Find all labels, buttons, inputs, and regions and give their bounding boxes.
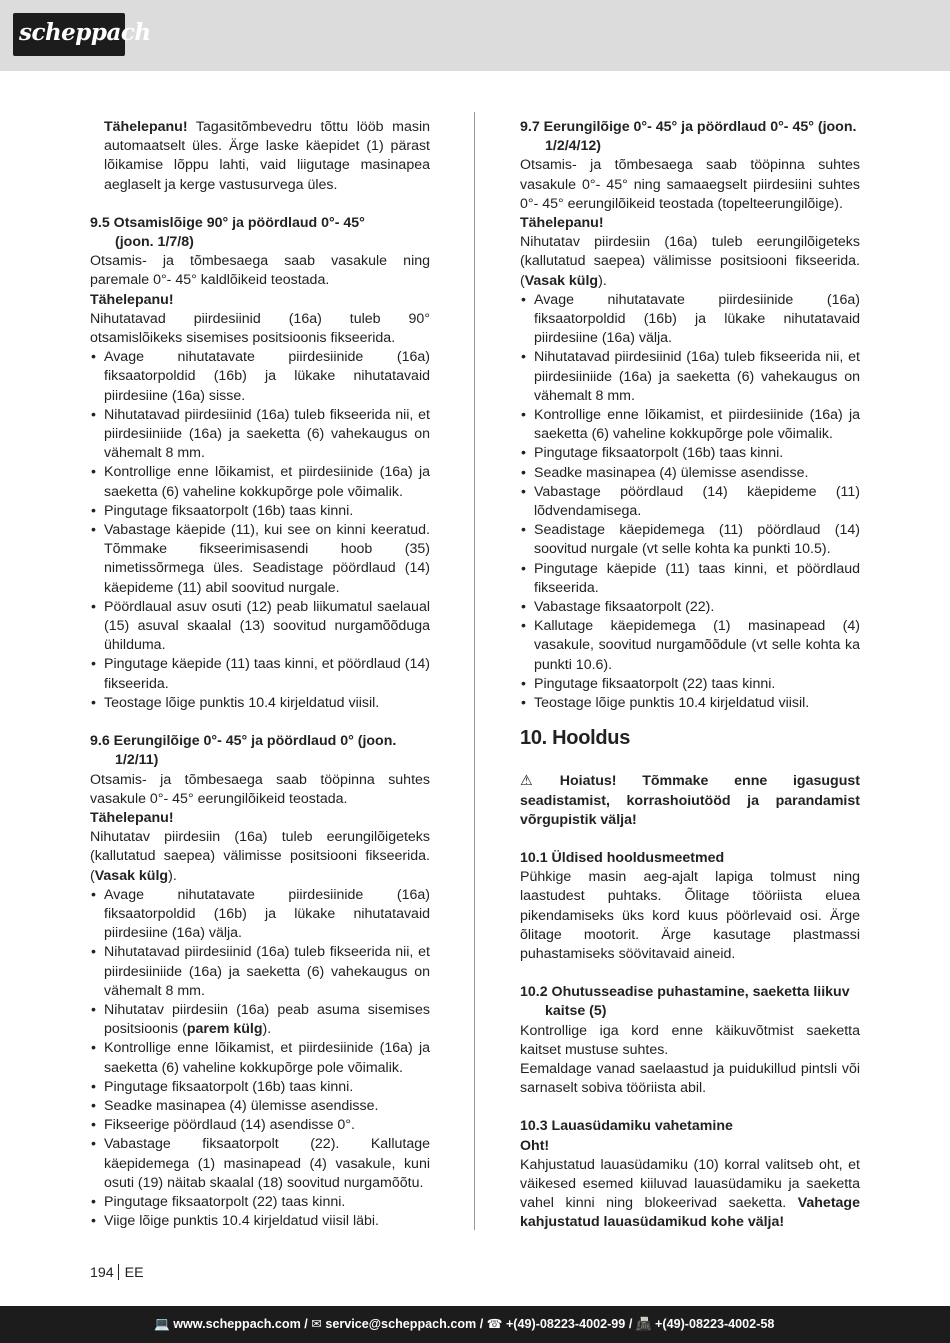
page-number-block bbox=[90, 1264, 144, 1283]
list-item: • Seadke masinapea (4) ülemisse asendisse. bbox=[90, 1097, 430, 1116]
section-9-6-attention: Tähelepanu! bbox=[90, 809, 174, 826]
section-9-6-list bbox=[90, 886, 430, 1232]
section-10-3-danger: Oht! bbox=[520, 1137, 550, 1154]
list-item: • Pingutage fiksaatorpolt (22) taas kinni. bbox=[520, 675, 860, 694]
section-9-7-attention: Tähelepanu! bbox=[520, 215, 604, 232]
list-item: • Pingutage käepide (11) taas kinni, et pöördlaud (14) fikseerida. bbox=[90, 655, 430, 693]
list-item: • Avage nihutatavate piirdesiinide (16a) fiksaatorpoldid (16b) ja lükake nihutatavaid piirdesiine (16a) välja. bbox=[90, 886, 430, 944]
list-item: • Seadke masinapea (4) ülemisse asendisse. bbox=[520, 464, 860, 483]
section-9-5-title: 9.5 Otsamislõige 90° ja pöördlaud 0°- 45° (joon. 1/7/8) bbox=[90, 214, 365, 251]
warning-notice: ⚠ Hoiatus! Tõmmake enne igasugust seadistamist, korrashoiutööd ja parandamist võrgupistik välja! bbox=[520, 773, 860, 828]
fax-icon: 📠 bbox=[635, 1317, 652, 1331]
list-item: • Vabastage fiksaatorpolt (22). Kallutage käepidemega (1) masinapead (4) vasakule, kuni osuti (19) näitab skaalal (18) soovitud nurgamõõtu. bbox=[90, 1135, 430, 1193]
page-footer: 💻 www.scheppach.com / ✉ service@scheppach.com / ☎ +(49)-08223-4002-99 / 📠 +(49)-08223-4002-58 bbox=[0, 1306, 950, 1343]
fax-number: +(49)-08223-4002-58 bbox=[655, 1317, 775, 1331]
list-item: • Vabastage käepide (11), kui see on kinni keeratud. Tõmmake fikseerimisasendi hoob (35) nimetissõrmega üles. Seadistage pöördlaud (14) käepideme (11) abil soovitud nurgale. bbox=[90, 521, 430, 598]
list-item: • Kontrollige enne lõikamist, et piirdesiinide (16a) ja saeketta (6) vaheline kokkupõrge pole võimalik. bbox=[520, 406, 860, 444]
section-9-5-list bbox=[90, 348, 430, 713]
logo-text: scheppach bbox=[19, 19, 151, 46]
section-10-1-text: Pühkige masin aeg-ajalt lapiga tolmust ning laastudest puhtaks. Õlitage tööriista eluea pikendamiseks üks kord kuus pöörlevaid osi. Ärge õlitage mootorit. Ärge kasutage plastmassi puhastamiseks söövitavaid aineid. bbox=[520, 869, 860, 962]
list-item: • Nihutatavad piirdesiinid (16a) tuleb fikseerida nii, et piirdesiiniide (16a) ja saeketta (6) vahekaugus on vähemalt 8 mm. bbox=[90, 406, 430, 464]
mail-icon: ✉ bbox=[311, 1317, 322, 1331]
list-item: • Vabastage pöördlaud (14) käepideme (11) lõdvendamisega. bbox=[520, 483, 860, 521]
page-number: 194 bbox=[90, 1265, 114, 1281]
section-10-3-title: 10.3 Lauasüdamiku vahetamine bbox=[520, 1118, 733, 1135]
list-item: • Pingutage fiksaatorpolt (16b) taas kinni. bbox=[90, 502, 430, 521]
left-column bbox=[90, 118, 430, 1231]
list-item: • Nihutatavad piirdesiinid (16a) tuleb fikseerida nii, et piirdesiiniide (16a) ja saeketta (6) vahekaugus on vähemalt 8 mm. bbox=[520, 348, 860, 406]
list-item: • Pingutage fiksaatorpolt (16b) taas kinni. bbox=[90, 1078, 430, 1097]
website-link[interactable]: www.scheppach.com bbox=[173, 1317, 301, 1331]
section-10-2-text-1: Kontrollige iga kord enne käikuvõtmist saeketta kaitset mustuse suhtes. bbox=[520, 1022, 860, 1058]
section-10-2-title: 10.2 Ohutusseadise puhastamine, saeketta liikuv kaitse (5) bbox=[520, 984, 850, 1020]
section-10-3-text: Kahjustatud lauasüdamiku (10) korral valitseb oht, et väikesed esemed kiiluvad lauasüdamiku ja saeketta vahel kinni ning blokeerivad saeketta. Vahetage kahjustatud lauasüdamikud kohe välja! bbox=[520, 1156, 860, 1231]
list-item: • Kallutage käepidemega (1) masinapead (4) vasakule, soovitud nurgamõõdule (vt selle kohta ka punkti 10.6). bbox=[520, 617, 860, 675]
list-item: • Vabastage fiksaatorpolt (22). bbox=[520, 598, 860, 617]
attention-text: Tagasitõmbevedru tõttu lööb masin automaatselt üles. Ärge laske käepidet (1) pärast lõikamise lõppu lahti, vaid liigutage masinapea aeglaselt ja kerge vastusurvega üles. bbox=[104, 119, 430, 193]
section-9-5-intro: Otsamis- ja tõmbesaega saab vasakule ning paremale 0°- 45° kaldlõikeid teostada. bbox=[90, 253, 430, 289]
right-column bbox=[520, 118, 860, 1233]
list-item: • Kontrollige enne lõikamist, et piirdesiinide (16a) ja saeketta (6) vaheline kokkupõrge pole võimalik. bbox=[90, 1039, 430, 1077]
section-10-1-title: 10.1 Üldised hooldusmeetmed bbox=[520, 849, 725, 866]
section-9-7-intro: Otsamis- ja tõmbesaega saab tööpinna suhtes vasakule 0°- 45° ning samaaegselt piirdesiini suhtes 0°- 45° eerungilõikeid teostada (topelteerungilõige). bbox=[520, 157, 860, 212]
section-9-6-title: 9.6 Eerungilõige 0°- 45° ja pöördlaud 0° (joon. 1/2/11) bbox=[90, 733, 397, 769]
language-code: EE bbox=[124, 1265, 144, 1281]
phone-number: +(49)-08223-4002-99 bbox=[505, 1317, 626, 1331]
section-9-7-attention-text: Nihutatav piirdesiin (16a) tuleb eerungilõigeteks (kallutatud saepea) välimisse positsiooni fikseerida. (Vasak külg). bbox=[520, 234, 860, 289]
list-item: • Avage nihutatavate piirdesiinide (16a) fiksaatorpoldid (16b) ja lükake nihutatavaid piirdesiine (16a) välja. bbox=[520, 291, 860, 349]
email-link[interactable]: service@scheppach.com bbox=[325, 1317, 477, 1331]
list-item: • Nihutatav piirdesiin (16a) peab asuma sisemises positsioonis (parem külg). bbox=[90, 1001, 430, 1039]
attention-note bbox=[90, 118, 430, 195]
section-9-7-title: 9.7 Eerungilõige 0°- 45° ja pöördlaud 0°- 45° (joon. 1/2/4/12) bbox=[520, 119, 857, 155]
list-item: • Pöördlaual asuv osuti (12) peab liikumatul saelaual (15) asuval skaalal (13) soovitud nurgamõõduga ühilduma. bbox=[90, 598, 430, 656]
section-9-5-attention: Tähelepanu! bbox=[90, 291, 174, 308]
list-item: • Pingutage fiksaatorpolt (22) taas kinni. bbox=[90, 1193, 430, 1212]
list-item: • Kontrollige enne lõikamist, et piirdesiinide (16a) ja saeketta (6) vaheline kokkupõrge pole võimalik. bbox=[90, 463, 430, 501]
section-9-7-list bbox=[520, 291, 860, 713]
list-item: • Viige lõige punktis 10.4 kirjeldatud viisil läbi. bbox=[90, 1212, 430, 1231]
attention-label: Tähelepanu! bbox=[104, 119, 188, 135]
list-item: • Seadistage käepidemega (11) pöördlaud (14) soovitud nurgale (vt selle kohta ka punkti 10.5). bbox=[520, 521, 860, 559]
list-item: • Teostage lõige punktis 10.4 kirjeldatud viisil. bbox=[520, 694, 860, 713]
web-icon: 💻 bbox=[154, 1317, 170, 1331]
list-item: • Avage nihutatavate piirdesiinide (16a) fiksaatorpoldid (16b) ja lükake nihutatavaid piirdesiine (16a) sisse. bbox=[90, 348, 430, 406]
list-item: • Teostage lõige punktis 10.4 kirjeldatud viisil. bbox=[90, 694, 430, 713]
list-item: • Pingutage fiksaatorpolt (16b) taas kinni. bbox=[520, 444, 860, 463]
column-divider bbox=[474, 112, 475, 1230]
chapter-10-heading: 10. Hooldus bbox=[520, 727, 631, 750]
list-item: • Nihutatavad piirdesiinid (16a) tuleb fikseerida nii, et piirdesiiniide (16a) ja saeketta (6) vahekaugus on vähemalt 8 mm. bbox=[90, 943, 430, 1001]
page-header bbox=[0, 0, 950, 71]
section-10-2-text-2: Eemaldage vanad saelaastud ja puidukillud pintsli või sarnaselt sobiva tööriista abil. bbox=[520, 1060, 860, 1097]
phone-icon: ☎ bbox=[486, 1317, 503, 1331]
section-9-6-attention-text: Nihutatav piirdesiin (16a) tuleb eerungilõigeteks (kallutatud saepea) välimisse positsiooni fikseerida. (Vasak külg). bbox=[90, 829, 430, 884]
warning-icon: ⚠ bbox=[520, 773, 533, 790]
list-item: • Fikseerige pöördlaud (14) asendisse 0°. bbox=[90, 1116, 430, 1135]
list-item: • Pingutage käepide (11) taas kinni, et pöördlaud fikseerida. bbox=[520, 560, 860, 598]
section-9-5-attention-text: Nihutatavad piirdesiinid (16a) tuleb 90° otsamislõikeks sisemises positsioonis fikseerida. bbox=[90, 310, 430, 347]
scheppach-logo bbox=[13, 13, 151, 56]
section-9-6-intro: Otsamis- ja tõmbesaega saab tööpinna suhtes vasakule 0°- 45° eerungilõikeid teostada. bbox=[90, 771, 430, 807]
